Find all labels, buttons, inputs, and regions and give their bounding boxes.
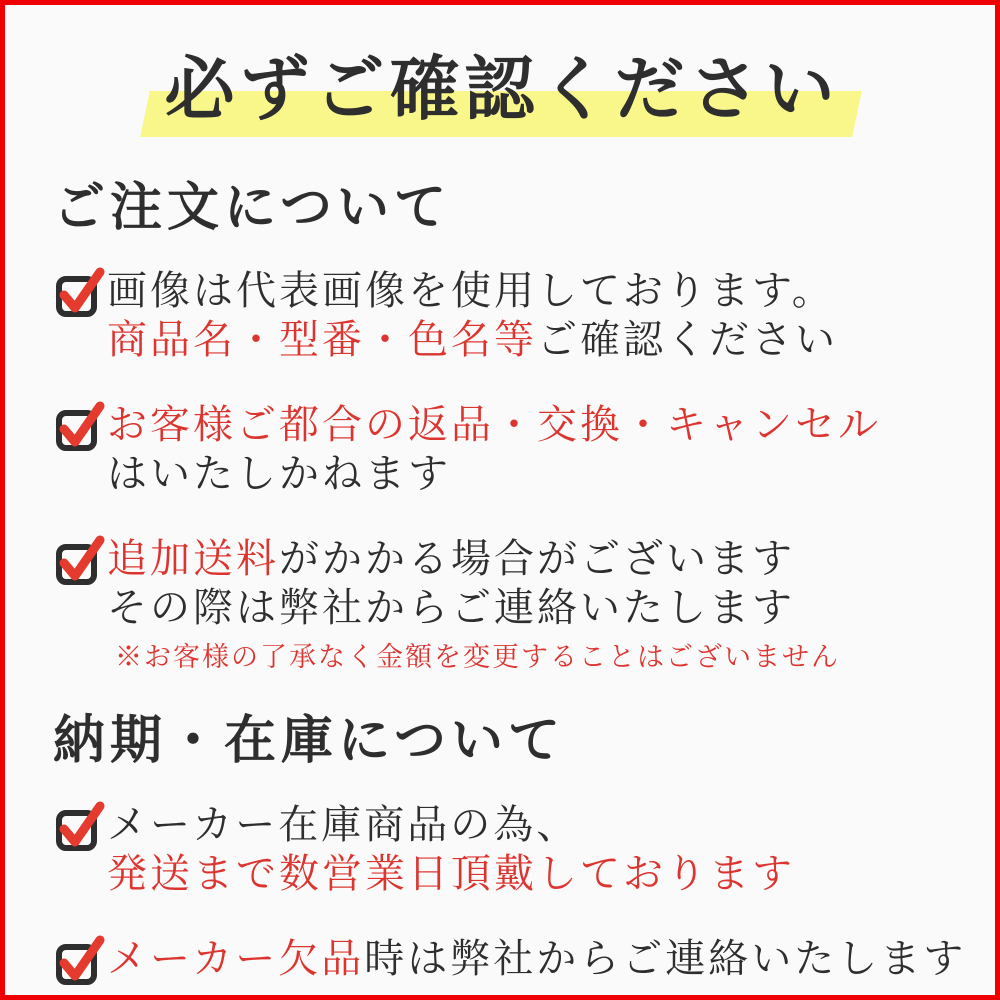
item-line <box>107 449 881 498</box>
item-line-segment: がかかる場合がございます <box>279 536 795 582</box>
checkbox-checked-icon <box>53 800 107 852</box>
item-line-segment-red: 発送まで数営業日頂戴しております <box>107 850 795 896</box>
checkbox-checked-icon <box>53 266 107 318</box>
item-line <box>107 800 795 849</box>
item-line-segment: メーカー在庫商品の為、 <box>107 801 580 847</box>
checklist-item-text <box>107 400 881 498</box>
checklist-item-text <box>107 534 840 675</box>
item-line <box>107 400 881 449</box>
item-line <box>107 934 967 983</box>
item-note: ※お客様の了承なく金額を変更することはございません <box>115 642 840 673</box>
item-line-segment: 時は弊社からご連絡いたします <box>364 935 967 981</box>
checklist-item-text <box>107 800 795 898</box>
item-line-segment: はいたしかねます <box>107 451 451 497</box>
item-line-segment-red: メーカー欠品 <box>107 935 365 981</box>
checklist-item <box>53 800 951 898</box>
section-heading-order: ご注文について <box>53 180 451 237</box>
checkbox-checked-icon <box>53 534 107 586</box>
checklist-item-text <box>107 934 967 983</box>
item-line-segment-red: お客様ご都合の返品・交換・キャンセル <box>107 402 881 448</box>
checklist-item-text <box>107 266 838 364</box>
checklist-item <box>53 534 951 675</box>
checkbox-checked-icon <box>53 400 107 452</box>
page-title: 必ずご確認ください <box>164 52 840 129</box>
item-line-segment: その際は弊社からご連絡いたします <box>107 585 795 631</box>
section-heading-stock: 納期・在庫について <box>53 713 565 771</box>
item-line <box>107 315 838 364</box>
checklist-item <box>53 400 951 498</box>
checklist-item <box>53 934 967 986</box>
item-line <box>107 266 838 315</box>
item-line-segment-red: 追加送料 <box>107 536 279 582</box>
item-line-segment-red: 商品名・型番・色名等 <box>107 317 537 363</box>
checklist-item <box>53 266 951 364</box>
checkbox-checked-icon <box>53 934 107 986</box>
item-line <box>107 583 840 632</box>
item-line-segment: 画像は代表画像を使用しております。 <box>107 268 835 314</box>
item-line <box>107 534 840 583</box>
item-line-segment: ご確認ください <box>537 317 838 363</box>
item-line <box>107 849 795 898</box>
